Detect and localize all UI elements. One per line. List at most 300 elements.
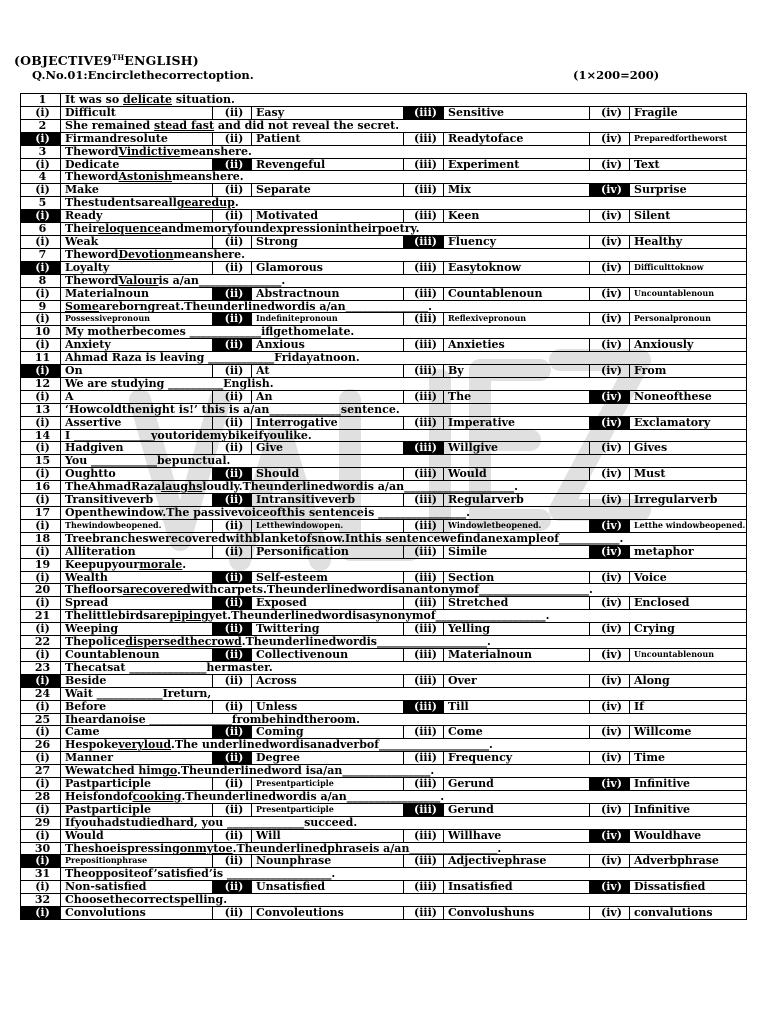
stem-text: . bbox=[234, 196, 239, 210]
option-text: Self-esteem bbox=[252, 571, 404, 584]
stem-text: You ____________bepunctual. bbox=[65, 454, 231, 468]
option-label: (iii) bbox=[404, 261, 444, 274]
option-text: Fragile bbox=[630, 106, 747, 119]
question-row bbox=[21, 687, 747, 700]
options-row bbox=[21, 674, 747, 687]
question-stem bbox=[61, 842, 747, 855]
option-text: Healthy bbox=[630, 235, 747, 248]
question-number: 21 bbox=[21, 610, 61, 623]
option-text: Surprise bbox=[630, 184, 747, 197]
option-label: (iv) bbox=[590, 390, 630, 403]
stem-text: Ahmad Raza is leaving ____________Fridayatnoon. bbox=[65, 351, 360, 365]
option-label: (i) bbox=[21, 778, 61, 791]
question-number: 19 bbox=[21, 558, 61, 571]
question-row bbox=[21, 842, 747, 855]
stem-text: .Theunderlinedwordis____________________. bbox=[241, 635, 491, 649]
stem-text: Keepupyour bbox=[65, 558, 140, 571]
option-label: (iv) bbox=[590, 752, 630, 765]
question-stem bbox=[61, 532, 747, 545]
options-row bbox=[21, 416, 747, 429]
question-row bbox=[21, 94, 747, 107]
option-text: Countablenoun bbox=[444, 287, 590, 300]
option-label: (i) bbox=[21, 184, 61, 197]
option-text: Convolushuns bbox=[444, 907, 590, 920]
option-text: Regularverb bbox=[444, 494, 590, 507]
option-label: (iii) bbox=[404, 829, 444, 842]
question-stem bbox=[61, 661, 747, 674]
question-stem bbox=[61, 713, 747, 726]
option-label: (iv) bbox=[590, 597, 630, 610]
option-text: Wealth bbox=[61, 571, 213, 584]
question-number: 17 bbox=[21, 507, 61, 520]
question-stem bbox=[61, 455, 747, 468]
option-text: If bbox=[630, 700, 747, 713]
option-text: Intransitiveverb bbox=[252, 494, 404, 507]
question-row bbox=[21, 610, 747, 623]
stem-text: Heisfondof bbox=[65, 790, 133, 803]
stem-text: Iheardanoise _______________frombehindtheroom. bbox=[65, 713, 360, 726]
option-label: (i) bbox=[21, 726, 61, 739]
options-row bbox=[21, 468, 747, 481]
option-text: Came bbox=[61, 726, 213, 739]
option-label: (iv) bbox=[590, 700, 630, 713]
option-label: (iv) bbox=[590, 106, 630, 119]
option-text: Gerund bbox=[444, 803, 590, 816]
option-label: (iv) bbox=[590, 855, 630, 868]
stem-text: She remained bbox=[65, 119, 155, 132]
option-text: Assertive bbox=[61, 416, 213, 429]
option-label: (iv) bbox=[590, 778, 630, 791]
option-text: Should bbox=[252, 468, 404, 481]
option-label: (i) bbox=[21, 390, 61, 403]
option-text: Patient bbox=[252, 132, 404, 145]
question-number: 14 bbox=[21, 429, 61, 442]
option-text: Willhave bbox=[444, 829, 590, 842]
option-text: Materialnoun bbox=[61, 287, 213, 300]
question-number: 15 bbox=[21, 455, 61, 468]
options-row bbox=[21, 184, 747, 197]
option-text: Revengeful bbox=[252, 158, 404, 171]
stem-text: Wait ____________Ireturn, bbox=[65, 687, 212, 700]
option-text: Yelling bbox=[444, 623, 590, 636]
option-label: (i) bbox=[21, 235, 61, 248]
option-label: (iii) bbox=[404, 287, 444, 300]
question-number: 7 bbox=[21, 248, 61, 261]
question-row bbox=[21, 481, 747, 494]
option-text: Willcome bbox=[630, 726, 747, 739]
option-label: (ii) bbox=[213, 339, 252, 352]
option-text: Unless bbox=[252, 700, 404, 713]
option-text: Letthewindowopen. bbox=[252, 519, 404, 532]
question-stem bbox=[61, 894, 747, 907]
option-label: (i) bbox=[21, 158, 61, 171]
option-label: (iv) bbox=[590, 132, 630, 145]
option-text: Readytoface bbox=[444, 132, 590, 145]
option-text: Letthe windowbeopened. bbox=[630, 519, 747, 532]
option-text: Come bbox=[444, 726, 590, 739]
option-text: Voice bbox=[630, 571, 747, 584]
option-label: (ii) bbox=[213, 494, 252, 507]
option-text: Hadgiven bbox=[61, 442, 213, 455]
option-label: (iii) bbox=[404, 106, 444, 119]
underlined-word: morale bbox=[139, 558, 183, 571]
option-label: (i) bbox=[21, 855, 61, 868]
question-stem bbox=[61, 274, 747, 287]
stem-text: loudly.Theunderlinedwordis a/an____________________. bbox=[202, 480, 518, 494]
question-stem bbox=[61, 868, 747, 881]
options-row bbox=[21, 494, 747, 507]
question-stem bbox=[61, 584, 747, 597]
stem-text: Their bbox=[65, 222, 99, 236]
question-stem bbox=[61, 816, 747, 829]
option-label: (i) bbox=[21, 907, 61, 920]
option-text: Spread bbox=[61, 597, 213, 610]
option-label: (ii) bbox=[213, 158, 252, 171]
option-label: (i) bbox=[21, 132, 61, 145]
option-text: Text bbox=[630, 158, 747, 171]
option-text: At bbox=[252, 365, 404, 378]
option-text: Sensitive bbox=[444, 106, 590, 119]
option-label: (i) bbox=[21, 494, 61, 507]
option-text: Transitiveverb bbox=[61, 494, 213, 507]
question-number: 22 bbox=[21, 636, 61, 649]
options-row bbox=[21, 907, 747, 920]
option-text: Manner bbox=[61, 752, 213, 765]
option-text: An bbox=[252, 390, 404, 403]
option-label: (ii) bbox=[213, 468, 252, 481]
option-label: (i) bbox=[21, 674, 61, 687]
option-text: Gives bbox=[630, 442, 747, 455]
option-label: (iii) bbox=[404, 210, 444, 223]
option-text: Strong bbox=[252, 235, 404, 248]
question-row bbox=[21, 403, 747, 416]
options-row bbox=[21, 313, 747, 326]
question-stem bbox=[61, 248, 747, 261]
question-number: 27 bbox=[21, 765, 61, 778]
question-stem bbox=[61, 636, 747, 649]
option-text: Nounphrase bbox=[252, 855, 404, 868]
option-text: By bbox=[444, 365, 590, 378]
option-text: Infinitive bbox=[630, 803, 747, 816]
option-text: metaphor bbox=[630, 545, 747, 558]
option-text: Loyalty bbox=[61, 261, 213, 274]
stem-text: withcarpets.Theunderlinedwordisanantonymof____________________. bbox=[190, 583, 593, 597]
option-text: Section bbox=[444, 571, 590, 584]
underlined-word: Valour bbox=[118, 274, 159, 287]
options-row bbox=[21, 519, 747, 532]
option-label: (iv) bbox=[590, 313, 630, 326]
stem-text: Openthewindow.The passivevoiceofthis sentenceis ________________. bbox=[65, 506, 470, 519]
option-label: (iii) bbox=[404, 545, 444, 558]
stem-text: yet.Theunderlinedwordisasynonymof____________________. bbox=[208, 609, 550, 623]
stem-text: andmemoryfoundexpressionintheirpoetry. bbox=[161, 222, 420, 236]
options-row bbox=[21, 855, 747, 868]
question-row bbox=[21, 119, 747, 132]
option-label: (ii) bbox=[213, 726, 252, 739]
options-row bbox=[21, 829, 747, 842]
options-row bbox=[21, 597, 747, 610]
question-stem bbox=[61, 429, 747, 442]
option-label: (iii) bbox=[404, 648, 444, 661]
option-text: Will bbox=[252, 829, 404, 842]
option-text: Exclamatory bbox=[630, 416, 747, 429]
option-text: convalutions bbox=[630, 907, 747, 920]
options-row bbox=[21, 390, 747, 403]
underlined-word: Astonish bbox=[118, 170, 172, 184]
underlined-word: Devotion bbox=[118, 248, 174, 261]
options-row bbox=[21, 778, 747, 791]
option-label: (iv) bbox=[590, 261, 630, 274]
option-label: (i) bbox=[21, 623, 61, 636]
option-text: Simile bbox=[444, 545, 590, 558]
option-text: Alliteration bbox=[61, 545, 213, 558]
option-label: (ii) bbox=[213, 416, 252, 429]
option-text: Convoleutions bbox=[252, 907, 404, 920]
option-label: (iii) bbox=[404, 700, 444, 713]
option-text: Noneofthese bbox=[630, 390, 747, 403]
question-stem bbox=[61, 481, 747, 494]
option-label: (iii) bbox=[404, 313, 444, 326]
option-text: Dissatisfied bbox=[630, 881, 747, 894]
stem-text: Theword bbox=[65, 145, 119, 158]
question-number: 6 bbox=[21, 223, 61, 236]
stem-text: .Theunderlinedphraseis a/an________________. bbox=[232, 842, 502, 855]
option-label: (i) bbox=[21, 261, 61, 274]
options-row bbox=[21, 106, 747, 119]
option-text: Windowletbeopened. bbox=[444, 519, 590, 532]
underlined-word: gearedup bbox=[176, 196, 235, 210]
marks-label: (1×200=200) bbox=[573, 68, 660, 82]
option-label: (ii) bbox=[213, 365, 252, 378]
option-text: Degree bbox=[252, 752, 404, 765]
option-label: (ii) bbox=[213, 545, 252, 558]
option-label: (iv) bbox=[590, 287, 630, 300]
question-stem bbox=[61, 790, 747, 803]
option-label: (iii) bbox=[404, 674, 444, 687]
underlined-word: arecovered bbox=[122, 583, 191, 597]
option-label: (i) bbox=[21, 545, 61, 558]
question-number: 5 bbox=[21, 197, 61, 210]
option-text: Ready bbox=[61, 210, 213, 223]
option-text: Presentparticiple bbox=[252, 803, 404, 816]
option-label: (iii) bbox=[404, 571, 444, 584]
question-number: 31 bbox=[21, 868, 61, 881]
option-text: Make bbox=[61, 184, 213, 197]
question-row bbox=[21, 507, 747, 520]
option-text: Till bbox=[444, 700, 590, 713]
question-row bbox=[21, 223, 747, 236]
option-label: (iii) bbox=[404, 907, 444, 920]
question-number: 29 bbox=[21, 816, 61, 829]
mcq-table bbox=[20, 93, 747, 920]
option-label: (iv) bbox=[590, 571, 630, 584]
options-row bbox=[21, 752, 747, 765]
underlined-word: cooking bbox=[132, 790, 182, 803]
stem-text: ‘Howcoldthenight is!’ this is a/an_____________sentence. bbox=[65, 403, 400, 416]
option-label: (iv) bbox=[590, 468, 630, 481]
option-label: (iii) bbox=[404, 184, 444, 197]
option-label: (iii) bbox=[404, 623, 444, 636]
options-row bbox=[21, 158, 747, 171]
option-label: (i) bbox=[21, 106, 61, 119]
option-label: (iii) bbox=[404, 597, 444, 610]
stem-text: meanshere. bbox=[180, 145, 252, 158]
options-row bbox=[21, 235, 747, 248]
question-row bbox=[21, 584, 747, 597]
option-text: Fluency bbox=[444, 235, 590, 248]
option-label: (iii) bbox=[404, 442, 444, 455]
option-text: Would bbox=[444, 468, 590, 481]
underlined-word: dispersedthecrowd bbox=[125, 635, 242, 649]
question-number: 25 bbox=[21, 713, 61, 726]
option-label: (iii) bbox=[404, 132, 444, 145]
option-text: Difficulttoknow bbox=[630, 261, 747, 274]
option-label: (ii) bbox=[213, 261, 252, 274]
question-row bbox=[21, 532, 747, 545]
option-label: (ii) bbox=[213, 778, 252, 791]
question-row bbox=[21, 816, 747, 829]
option-text: Difficult bbox=[61, 106, 213, 119]
stem-text: Ifyouhadstudiedhard, you ______________succeed. bbox=[65, 816, 358, 829]
option-text: Twittering bbox=[252, 623, 404, 636]
question-number: 2 bbox=[21, 119, 61, 132]
option-label: (ii) bbox=[213, 803, 252, 816]
question-stem bbox=[61, 145, 747, 158]
underlined-word: Vindictive bbox=[118, 145, 181, 158]
option-text: Before bbox=[61, 700, 213, 713]
option-label: (iv) bbox=[590, 623, 630, 636]
option-label: (ii) bbox=[213, 623, 252, 636]
option-text: Across bbox=[252, 674, 404, 687]
option-label: (iii) bbox=[404, 339, 444, 352]
option-label: (ii) bbox=[213, 235, 252, 248]
stem-text: Theoppositeof’satisfied’is ___________________. bbox=[65, 867, 336, 881]
option-text: Infinitive bbox=[630, 778, 747, 791]
option-text: Along bbox=[630, 674, 747, 687]
option-text: Anxiety bbox=[61, 339, 213, 352]
option-label: (ii) bbox=[213, 907, 252, 920]
option-text: On bbox=[61, 365, 213, 378]
question-row bbox=[21, 636, 747, 649]
option-label: (i) bbox=[21, 752, 61, 765]
option-text: Insatisfied bbox=[444, 881, 590, 894]
option-text: Oughtto bbox=[61, 468, 213, 481]
question-row bbox=[21, 352, 747, 365]
question-row bbox=[21, 713, 747, 726]
option-label: (ii) bbox=[213, 390, 252, 403]
option-text: Abstractnoun bbox=[252, 287, 404, 300]
option-text: Weeping bbox=[61, 623, 213, 636]
question-stem bbox=[61, 300, 747, 313]
question-row bbox=[21, 429, 747, 442]
option-text: The bbox=[444, 390, 590, 403]
option-text: Collectivenoun bbox=[252, 648, 404, 661]
question-row bbox=[21, 300, 747, 313]
stem-text: .Theunderlinedword isa/an________________. bbox=[177, 764, 435, 778]
option-text: Exposed bbox=[252, 597, 404, 610]
option-label: (iv) bbox=[590, 907, 630, 920]
stem-text: I ______________youtoridemybikeifyoulike. bbox=[65, 429, 312, 442]
option-label: (ii) bbox=[213, 519, 252, 532]
option-label: (ii) bbox=[213, 106, 252, 119]
option-text: Adverbphrase bbox=[630, 855, 747, 868]
option-text: Pastparticiple bbox=[61, 803, 213, 816]
option-text: Firmandresolute bbox=[61, 132, 213, 145]
option-text: Enclosed bbox=[630, 597, 747, 610]
option-text: Indefinitepronoun bbox=[252, 313, 404, 326]
option-text: Must bbox=[630, 468, 747, 481]
options-row bbox=[21, 571, 747, 584]
underlined-word: eloquence bbox=[98, 222, 162, 236]
options-row bbox=[21, 442, 747, 455]
option-text: Dedicate bbox=[61, 158, 213, 171]
option-label: (iii) bbox=[404, 778, 444, 791]
question-number: 12 bbox=[21, 377, 61, 390]
option-label: (ii) bbox=[213, 313, 252, 326]
option-label: (i) bbox=[21, 881, 61, 894]
option-text: Uncountablenoun bbox=[630, 648, 747, 661]
option-label: (ii) bbox=[213, 597, 252, 610]
options-row bbox=[21, 700, 747, 713]
question-number: 16 bbox=[21, 481, 61, 494]
option-label: (ii) bbox=[213, 881, 252, 894]
question-row bbox=[21, 894, 747, 907]
option-text: Would bbox=[61, 829, 213, 842]
option-text: Countablenoun bbox=[61, 648, 213, 661]
question-stem bbox=[61, 687, 747, 700]
option-label: (iv) bbox=[590, 158, 630, 171]
option-label: (iv) bbox=[590, 829, 630, 842]
stem-text: Thefloors bbox=[65, 583, 123, 597]
option-label: (iii) bbox=[404, 158, 444, 171]
underlined-word: stead fast bbox=[154, 119, 215, 132]
option-label: (ii) bbox=[213, 571, 252, 584]
option-text: Crying bbox=[630, 623, 747, 636]
stem-text: areborngreat.Theunderlinedwordis a/an_______________. bbox=[98, 300, 432, 313]
stem-text: Thecatsat ______________hermaster. bbox=[65, 661, 273, 674]
option-label: (iii) bbox=[404, 752, 444, 765]
option-text: Easytoknow bbox=[444, 261, 590, 274]
stem-text: and did not reveal the secret. bbox=[214, 119, 400, 132]
option-label: (i) bbox=[21, 597, 61, 610]
option-text: Beside bbox=[61, 674, 213, 687]
question-row bbox=[21, 145, 747, 158]
option-label: (iii) bbox=[404, 803, 444, 816]
option-label: (iv) bbox=[590, 881, 630, 894]
question-stem bbox=[61, 197, 747, 210]
option-text: Personalpronoun bbox=[630, 313, 747, 326]
option-text: Over bbox=[444, 674, 590, 687]
option-text: Give bbox=[252, 442, 404, 455]
option-text: Anxieties bbox=[444, 339, 590, 352]
option-label: (iv) bbox=[590, 803, 630, 816]
underlined-word: laughs bbox=[161, 480, 203, 494]
stem-text: meanshere. bbox=[172, 170, 244, 184]
stem-text: Theword bbox=[65, 170, 119, 184]
question-stem bbox=[61, 507, 747, 520]
option-label: (ii) bbox=[213, 752, 252, 765]
option-label: (iv) bbox=[590, 519, 630, 532]
question-stem bbox=[61, 352, 747, 365]
option-text: Coming bbox=[252, 726, 404, 739]
question-row bbox=[21, 248, 747, 261]
options-row bbox=[21, 545, 747, 558]
option-label: (iv) bbox=[590, 674, 630, 687]
option-text: Materialnoun bbox=[444, 648, 590, 661]
question-number: 18 bbox=[21, 532, 61, 545]
question-number: 32 bbox=[21, 894, 61, 907]
option-text: Stretched bbox=[444, 597, 590, 610]
